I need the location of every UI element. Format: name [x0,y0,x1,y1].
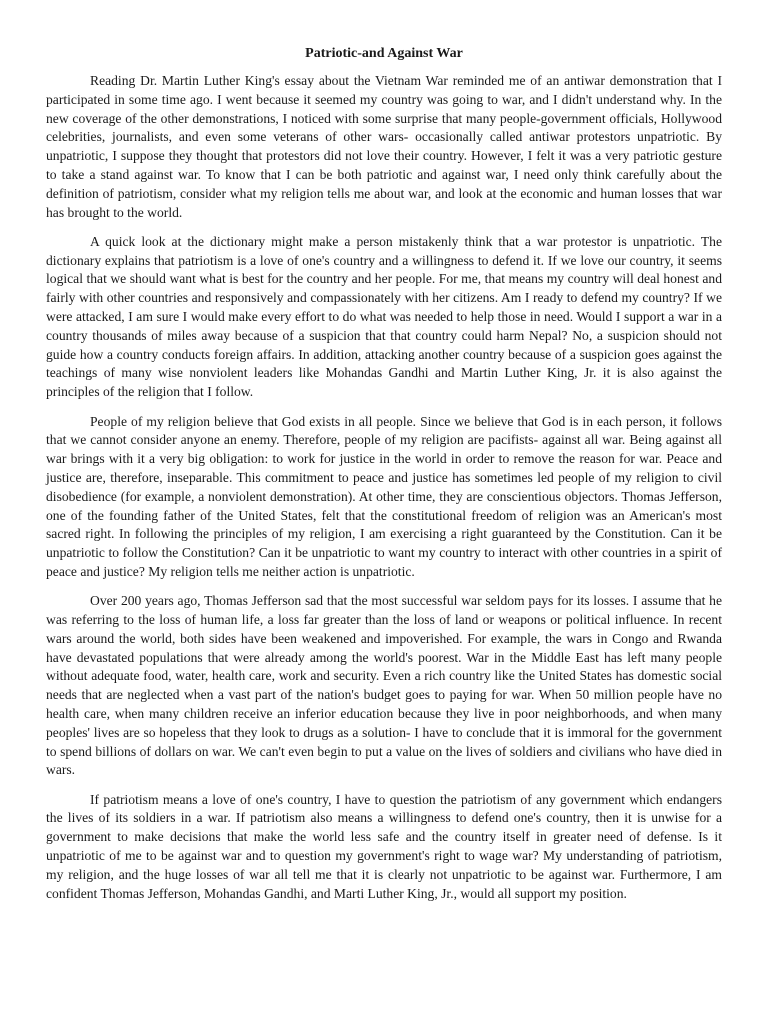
document-title: Patriotic-and Against War [305,46,463,61]
paragraph-4: Over 200 years ago, Thomas Jefferson sad that the most successful war seldom pays for its losses. I assume that he was referring to the loss of human life, a loss far greater than the loss of land or weapons or political influence. In recent wars around the world, both sides have been weakened and impoverished. For example, the wars in Congo and Rwanda have devastated populations that were already among the world's poorest. War in the Middle East has left many people without adequate food, water, health care, work and security. Even a rich country like the United States has domestic social needs that are neglected when a vast part of the nation's budget goes to paying for war. When 50 million people have no health care, when many children receive an inferior education because they live in poor neighborhoods, and when many peoples' lives are so hopeless that they look to drugs as a solution- I have to conclude that it is immoral for the government to spend billions of dollars on war. We can't even begin to put a value on the lives of soldiers and civilians who have died in wars. [46,593,722,778]
document-page [46,44,722,914]
paragraph-2: A quick look at the dictionary might make a person mistakenly think that a war protestor is unpatriotic. The dictionary explains that patriotism is a love of one's country and a willingness to defend it. If we love our country, it seems logical that we should want what is best for the country and her people. For me, that means my country will deal honest and fairly with other countries and responsively and compassionately with her citizens. Am I ready to defend my country? If we were attacked, I am sure I would make every effort to do what was needed to help those in need. Would I support a war in a country thousands of miles away because of a suspicion that that country could harm Nepal? No, a suspicion should not guide how a country conducts foreign affairs. In addition, attacking another country because of a suspicion goes against the teachings of many wise nonviolent leaders like Mohandas Gandhi and Martin Luther King, Jr. it is also against the principles of the religion that I follow. [46,233,722,400]
paragraph-1: Reading Dr. Martin Luther King's essay about the Vietnam War reminded me of an antiwar demonstration that I participated in some time ago. I went because it seemed my country was going to war, and I didn't understand why. In the new coverage of the other demonstrations, I noticed with some surprise that many people-government officials, Hollywood celebrities, journalists, and even some veterans of other wars- occasionally called antiwar protestors unpatriotic. By unpatriotic, I suppose they thought that protestors did not love their country. However, I felt it was a very patriotic gesture to take a stand against war. To know that I can be both patriotic and against war, I need only think carefully about the definition of patriotism, consider what my religion tells me about war, and look at the economic and human losses that war has brought to the world. [46,73,722,220]
paragraph-3: People of my religion believe that God exists in all people. Since we believe that God is in each person, it follows that we cannot consider anyone an enemy. Therefore, people of my religion are pacifists- against all war. Being against all war brings with it a very big obligation: to work for justice in the world in order to remove the reason for war. Peace and justice are, therefore, inseparable. This commitment to peace and justice has sometimes led people of my religion to civil disobedience (for example, a nonviolent demonstration). At other time, they are conscientious objectors. Thomas Jefferson, one of the founding father of the United States, felt that the constitutional freedom of religion was an American's most sacred right. In following the principles of my religion, I am exercising a right guaranteed by the Constitution. Can it be unpatriotic to follow the Constitution? Can it be unpatriotic to want my country to interact with other countries in a spirit of peace and justice? My religion tells me neither action is unpatriotic. [46,413,722,579]
paragraph-5: If patriotism means a love of one's country, I have to question the patriotism of any government which endangers the lives of its soldiers in a war. If patriotism also means a willingness to defend one's country, then it is unwise for a government to make decisions that make the world less safe and the country itself in greater need of defense. Is it unpatriotic of me to be against war and to question my government's right to wage war? My understanding of patriotism, my religion, and the huge losses of war all tell me that it is clearly not unpatriotic to be against war. Furthermore, I am confident Thomas Jefferson, Mohandas Gandhi, and Marti Luther King, Jr., would all support my position. [46,791,722,901]
